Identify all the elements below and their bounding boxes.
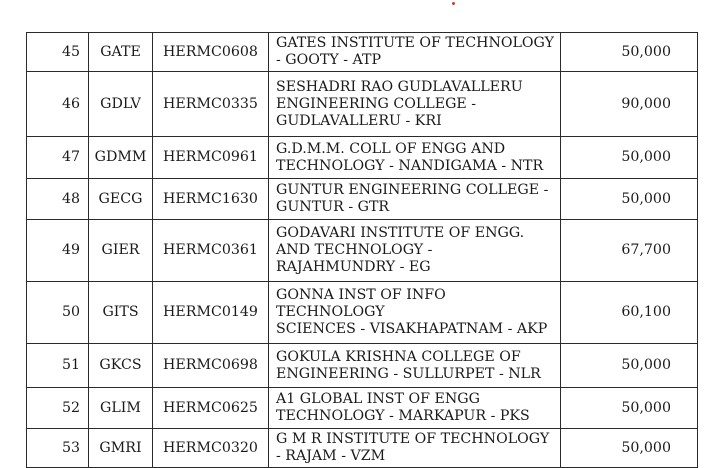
college-name-line: GODAVARI INSTITUTE OF ENGG.	[276, 225, 525, 241]
college-name-line: ENGINEERING - SULLURPET - NLR	[276, 365, 541, 382]
table-row	[27, 344, 698, 388]
amount-cell: 50,000	[561, 179, 698, 220]
serial-number-cell: 52	[27, 388, 89, 429]
serial-number-cell: 51	[27, 344, 89, 388]
amount-cell: 50,000	[561, 33, 698, 72]
college-name-line: AND TECHNOLOGY -	[276, 242, 433, 258]
herm-code-cell: HERMC0361	[153, 220, 269, 282]
amount-cell: 50,000	[561, 429, 698, 468]
college-name-line: SCIENCES - VISAKHAPATNAM - AKP	[276, 321, 548, 337]
college-name-line: GUDLAVALLERU - KRI	[276, 112, 442, 129]
college-code-cell: GDLV	[89, 72, 153, 137]
serial-number-cell: 49	[27, 220, 89, 282]
amount-cell: 50,000	[561, 388, 698, 429]
college-code-cell: GKCS	[89, 344, 153, 388]
herm-code-cell: HERMC1630	[153, 179, 269, 220]
college-code-cell: GDMM	[89, 137, 153, 179]
amount-cell: 90,000	[561, 72, 698, 137]
college-name-cell	[269, 72, 561, 137]
college-code-cell: GLIM	[89, 388, 153, 429]
herm-code-cell: HERMC0608	[153, 33, 269, 72]
college-code-cell: GIER	[89, 220, 153, 282]
herm-code-cell: HERMC0320	[153, 429, 269, 468]
college-name-cell	[269, 282, 561, 344]
college-name-cell	[269, 33, 561, 72]
college-name-line: GATES INSTITUTE OF TECHNOLOGY	[276, 35, 554, 51]
college-code-cell: GATE	[89, 33, 153, 72]
table-row	[27, 137, 698, 179]
serial-number-cell: 47	[27, 137, 89, 179]
serial-number-cell: 50	[27, 282, 89, 344]
college-name-line: ENGINEERING COLLEGE -	[276, 95, 477, 112]
table-row	[27, 72, 698, 137]
table-row	[27, 179, 698, 220]
college-name-cell	[269, 179, 561, 220]
table-row	[27, 282, 698, 344]
college-name-cell	[269, 429, 561, 468]
college-name-line: G.D.M.M. COLL OF ENGG AND	[276, 140, 506, 157]
college-name-line: RAJAHMUNDRY - EG	[276, 259, 431, 275]
college-name-line: G M R INSTITUTE OF TECHNOLOGY	[276, 431, 550, 447]
table-row	[27, 33, 698, 72]
amount-cell: 67,700	[561, 220, 698, 282]
college-name-line: TECHNOLOGY - NANDIGAMA - NTR	[276, 157, 544, 174]
herm-code-cell: HERMC0149	[153, 282, 269, 344]
college-name-line: GONNA INST OF INFO TECHNOLOGY	[276, 287, 446, 320]
herm-code-cell: HERMC0698	[153, 344, 269, 388]
college-name-line: SESHADRI RAO GUDLAVALLERU	[276, 78, 523, 95]
college-code-cell: GMRI	[89, 429, 153, 468]
amount-cell: 50,000	[561, 137, 698, 179]
amount-cell: 60,100	[561, 282, 698, 344]
college-name-cell	[269, 220, 561, 282]
herm-code-cell: HERMC0961	[153, 137, 269, 179]
serial-number-cell: 53	[27, 429, 89, 468]
amount-cell: 50,000	[561, 344, 698, 388]
college-table	[26, 32, 698, 468]
college-name-line: - RAJAM - VZM	[276, 448, 386, 464]
college-code-cell: GECG	[89, 179, 153, 220]
serial-number-cell: 46	[27, 72, 89, 137]
college-name-cell	[269, 388, 561, 429]
college-name-line: - GOOTY - ATP	[276, 52, 382, 68]
college-code-cell: GITS	[89, 282, 153, 344]
college-name-cell	[269, 137, 561, 179]
college-name-cell	[269, 344, 561, 388]
herm-code-cell: HERMC0335	[153, 72, 269, 137]
college-name-line: GOKULA KRISHNA COLLEGE OF	[276, 348, 521, 365]
serial-number-cell: 45	[27, 33, 89, 72]
table-body	[27, 33, 698, 468]
serial-number-cell: 48	[27, 179, 89, 220]
college-name-line: A1 GLOBAL INST OF ENGG	[276, 391, 480, 407]
herm-code-cell: HERMC0625	[153, 388, 269, 429]
college-name-line: GUNTUR - GTR	[276, 199, 390, 215]
college-name-line: GUNTUR ENGINEERING COLLEGE -	[276, 182, 549, 198]
red-dot-mark	[452, 2, 455, 5]
table-row	[27, 429, 698, 468]
table-row	[27, 388, 698, 429]
college-name-line: TECHNOLOGY - MARKAPUR - PKS	[276, 408, 530, 424]
table-row	[27, 220, 698, 282]
